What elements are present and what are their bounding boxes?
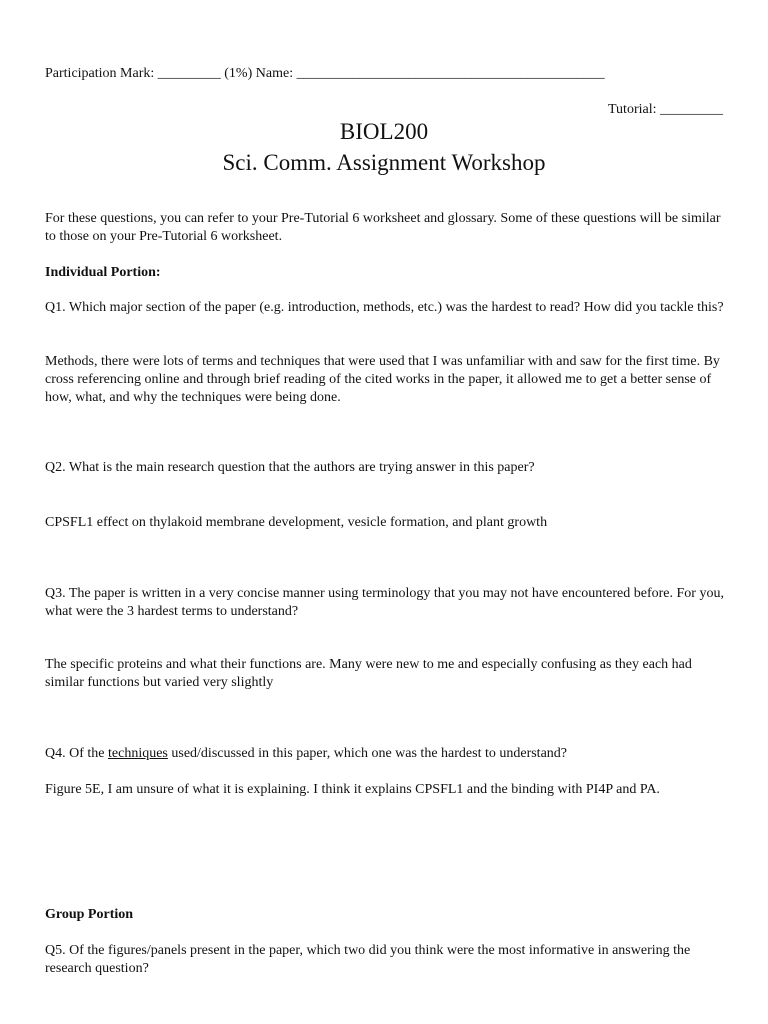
participation-mark-field[interactable]: _________ — [157, 66, 221, 81]
q1-answer[interactable]: Methods, there were lots of terms and techniques that were used that I was unfamiliar with and saw for the first time. By cross referencing online and through brief reading of the cited works in the paper, it allowed me to get a better sense of how, what, and why the techniques were being done. — [45, 354, 720, 405]
individual-portion-heading: Individual Portion: — [45, 265, 161, 280]
tutorial-label: Tutorial: — [608, 102, 657, 117]
q3-answer[interactable]: The specific proteins and what their functions are. Many were new to me and especially confusing as they each had similar functions but varied very slightly — [45, 657, 692, 690]
q4-question-suffix: used/discussed in this paper, which one was the hardest to understand? — [167, 746, 567, 761]
q4-question — [45, 745, 725, 763]
q5-question: Q5. Of the figures/panels present in the paper, which two did you think were the most informative in answering the research question? — [45, 943, 691, 976]
q2-answer[interactable]: CPSFL1 effect on thylakoid membrane development, vesicle formation, and plant growth — [45, 515, 548, 530]
participation-weight: (1%) — [224, 66, 253, 81]
course-title: BIOL200 — [339, 119, 429, 144]
q2-question: Q2. What is the main research question that the authors are trying answer in this paper? — [45, 460, 535, 475]
intro-paragraph: For these questions, you can refer to your Pre-Tutorial 6 worksheet and glossary. Some of these questions will be similar to those on your Pre-Tutorial 6 worksheet. — [45, 211, 721, 244]
q1-question: Q1. Which major section of the paper (e.g. introduction, methods, etc.) was the hardest to read? How did you tackle this? — [45, 300, 724, 315]
participation-label: Participation Mark: — [45, 66, 155, 81]
q3-question: Q3. The paper is written in a very concise manner using terminology that you may not have encountered before. For you, what were the 3 hardest terms to understand? — [45, 586, 724, 619]
q4-techniques-underlined: techniques — [108, 746, 168, 761]
tutorial-row — [608, 101, 723, 119]
name-label: Name: — [255, 66, 294, 81]
q4-question-prefix: Q4. Of the — [45, 746, 108, 761]
workshop-title: Sci. Comm. Assignment Workshop — [222, 150, 546, 175]
tutorial-field[interactable]: _________ — [660, 102, 723, 117]
q4-answer[interactable]: Figure 5E, I am unsure of what it is explaining. I think it explains CPSFL1 and the binding with PI4P and PA. — [45, 782, 660, 797]
name-field[interactable]: ____________________________________________ — [296, 66, 605, 81]
group-portion-heading: Group Portion — [45, 907, 134, 922]
header-row — [45, 65, 605, 83]
